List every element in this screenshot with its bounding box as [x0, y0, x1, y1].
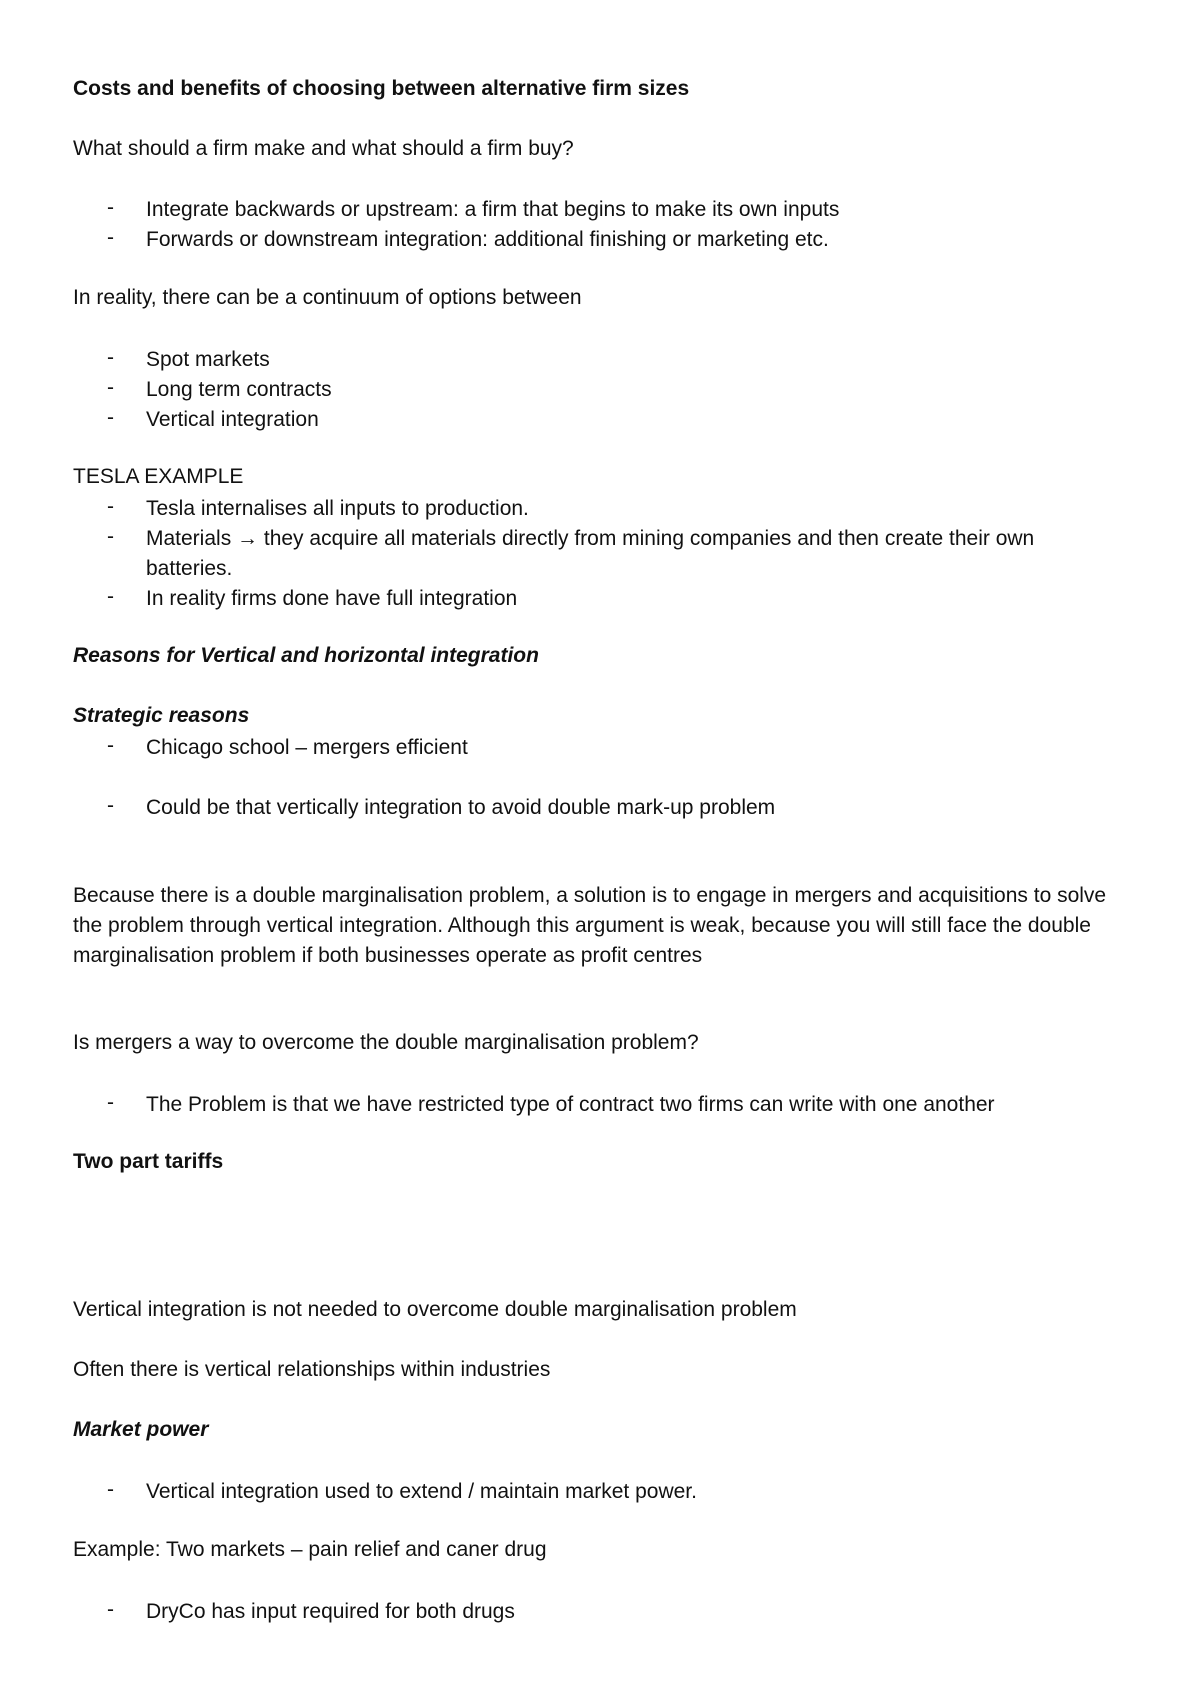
bullet-dash: - [107, 1478, 114, 1501]
bullet-dash: - [107, 406, 114, 429]
question-make-or-buy: What should a firm make and what should a firm buy? [73, 137, 574, 160]
question-mergers: Is mergers a way to overcome the double marginalisation problem? [73, 1031, 699, 1054]
bullet-dash: - [107, 734, 114, 757]
bullet-text: Vertical integration [146, 408, 319, 431]
bullet-text: Chicago school – mergers efficient [146, 736, 468, 759]
bullet-text: Integrate backwards or upstream: a firm that begins to make its own inputs [146, 198, 840, 221]
example-line: Example: Two markets – pain relief and caner drug [73, 1538, 547, 1561]
continuum-intro: In reality, there can be a continuum of options between [73, 286, 582, 309]
document-title: Costs and benefits of choosing between alternative firm sizes [73, 77, 690, 100]
reasons-heading: Reasons for Vertical and horizontal integration [73, 644, 539, 667]
market-power-heading: Market power [73, 1418, 209, 1441]
strategic-heading: Strategic reasons [73, 704, 250, 727]
bullet-dash: - [107, 376, 114, 399]
vertical-integration-statement: Vertical integration is not needed to overcome double marginalisation problem [73, 1298, 797, 1321]
bullet-text: DryCo has input required for both drugs [146, 1600, 515, 1623]
bullet-dash: - [107, 495, 114, 518]
bullet-dash: - [107, 196, 114, 219]
bullet-text: Forwards or downstream integration: additional finishing or marketing etc. [146, 228, 829, 251]
bullet-dash: - [107, 226, 114, 249]
double-marginalisation-paragraph: Because there is a double marginalisation problem, a solution is to engage in mergers and acquisitions to solve the problem through vertical integration. Although this argument is weak, because you will still face the double marginalisation problem if both businesses operate as profit centres [73, 884, 1107, 967]
bullet-dash: - [107, 794, 114, 817]
vertical-relationships-statement: Often there is vertical relationships within industries [73, 1358, 551, 1381]
bullet-text: Vertical integration used to extend / maintain market power. [146, 1480, 697, 1503]
bullet-text: Could be that vertically integration to avoid double mark-up problem [146, 796, 776, 819]
bullet-text: In reality firms done have full integration [146, 587, 518, 610]
bullet-text: The Problem is that we have restricted type of contract two firms can write with one another [146, 1093, 995, 1116]
bullet-text: Tesla internalises all inputs to production. [146, 497, 529, 520]
tesla-heading: TESLA EXAMPLE [73, 465, 244, 488]
bullet-dash: - [107, 1598, 114, 1621]
bullet-dash: - [107, 585, 114, 608]
two-part-tariffs-heading: Two part tariffs [73, 1150, 224, 1173]
bullet-dash: - [107, 346, 114, 369]
bullet-dash: - [107, 1091, 114, 1114]
bullet-text: Long term contracts [146, 378, 332, 401]
bullet-text: Materials → they acquire all materials directly from mining companies and then create their own batteries. [146, 527, 1035, 580]
bullet-text: Spot markets [146, 348, 270, 371]
bullet-dash: - [107, 525, 114, 548]
